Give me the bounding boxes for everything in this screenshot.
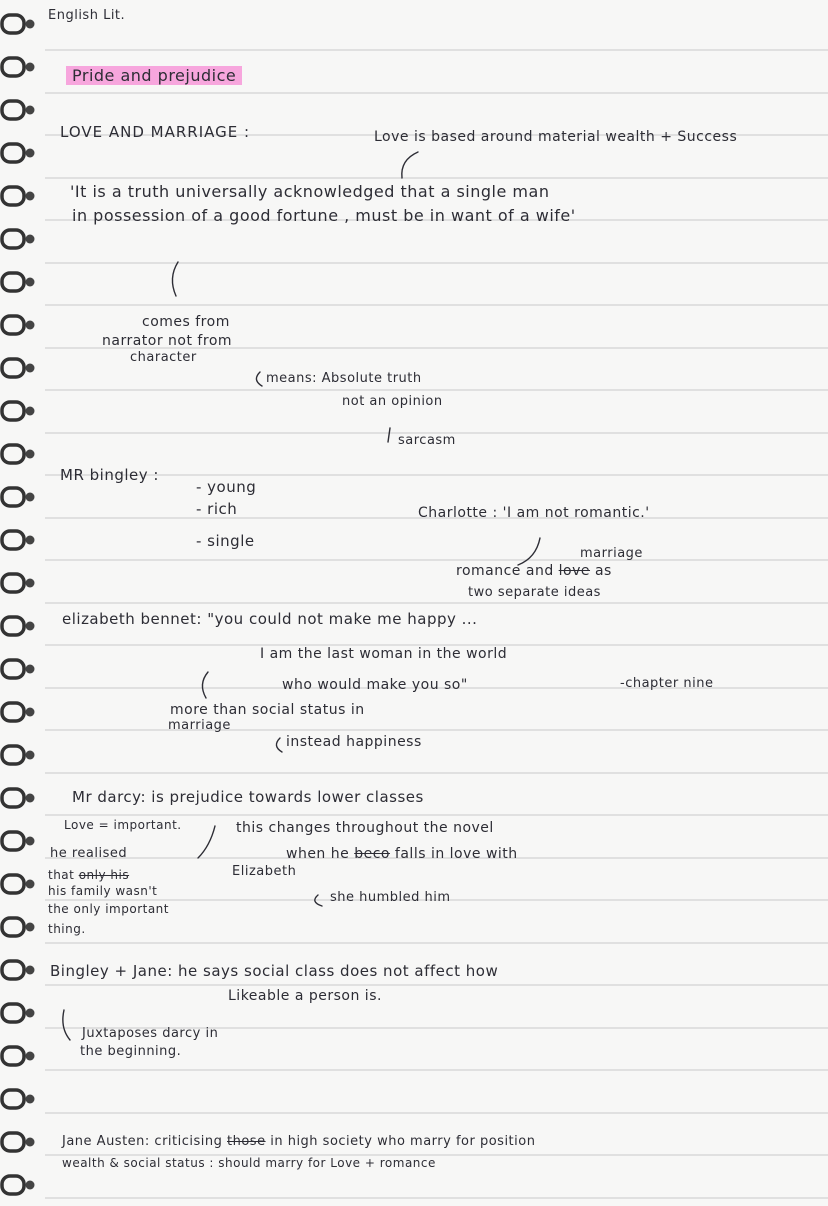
bingley-jane-line-2: Likeable a person is. <box>228 988 382 1004</box>
quote-line-1: 'It is a truth universally acknowledged that a single man <box>70 182 550 201</box>
means-note-3: sarcasm <box>398 433 456 448</box>
topic-title <box>66 66 242 85</box>
realised-2 <box>48 868 129 882</box>
realised-3: his family wasn't <box>48 884 158 898</box>
side-note-love: Love is based around material wealth + Success <box>374 129 738 145</box>
chapter-reference: -chapter nine <box>620 676 714 691</box>
darcy-humbled: she humbled him <box>330 890 451 905</box>
means-note-1: means: Absolute truth <box>266 371 422 386</box>
charlotte-note-1b: as <box>594 563 612 579</box>
charlotte-insert: marriage <box>580 546 643 561</box>
realised-2-struck: only his <box>78 868 130 882</box>
realised-1: he realised <box>50 846 128 861</box>
narrator-note-3: character <box>130 350 197 365</box>
charlotte-note-2: two separate ideas <box>468 585 601 600</box>
section-heading: LOVE AND MARRIAGE : <box>60 123 251 141</box>
austen-line-1 <box>62 1134 535 1149</box>
elizabeth-note-3: instead happiness <box>286 734 422 750</box>
charlotte-note-1 <box>456 563 612 579</box>
darcy-line-2: this changes throughout the novel <box>236 820 494 836</box>
bingley-label: MR bingley : <box>60 466 159 484</box>
realised-4: the only important <box>48 902 169 916</box>
means-note-2: not an opinion <box>342 394 443 409</box>
darcy-line-3 <box>286 846 518 862</box>
darcy-line-3b: falls in love with <box>394 846 518 862</box>
elizabeth-note-1: more than social status in <box>170 702 365 718</box>
austen-line-2: wealth & social status : should marry for Love + romance <box>62 1156 436 1170</box>
bingley-trait-single: - single <box>196 532 255 550</box>
charlotte-note-struck: love <box>558 563 591 579</box>
elizabeth-line-1: elizabeth bennet: "you could not make me happy ... <box>62 610 478 628</box>
realised-2a: that <box>48 868 75 882</box>
charlotte-quote: Charlotte : 'I am not romantic.' <box>418 505 650 521</box>
bingley-trait-young: - young <box>196 478 257 496</box>
realised-5: thing. <box>48 922 86 936</box>
elizabeth-note-2: marriage <box>168 718 231 733</box>
austen-line-1b: in high society who marry for position <box>270 1134 536 1149</box>
bingley-trait-rich: - rich <box>196 500 238 518</box>
darcy-line-4: Elizabeth <box>232 864 297 879</box>
narrator-note-2: narrator not from <box>102 333 233 349</box>
bingley-jane-note-2: the beginning. <box>80 1044 182 1059</box>
narrator-note-1: comes from <box>142 314 230 330</box>
elizabeth-line-3: who would make you so" <box>282 677 468 693</box>
austen-line-1-struck: those <box>227 1134 266 1149</box>
darcy-line-3a: when he <box>286 846 350 862</box>
charlotte-note-1a: romance and <box>456 563 554 579</box>
elizabeth-line-2: I am the last woman in the world <box>260 646 508 662</box>
bingley-jane-note-1: Juxtaposes darcy in <box>82 1026 219 1041</box>
austen-line-1a: Jane Austen: criticising <box>62 1134 223 1149</box>
darcy-line-3-struck: beco <box>354 846 390 862</box>
subject-label: English Lit. <box>48 8 126 23</box>
topic-highlight: Pride and prejudice <box>66 66 242 85</box>
darcy-love-label: Love = important. <box>64 818 182 832</box>
darcy-line-1: Mr darcy: is prejudice towards lower classes <box>72 788 424 806</box>
quote-line-2: in possession of a good fortune , must be in want of a wife' <box>72 206 576 225</box>
spiral-binding-icon <box>0 0 60 1206</box>
bingley-jane-line-1: Bingley + Jane: he says social class does not affect how <box>50 962 499 980</box>
